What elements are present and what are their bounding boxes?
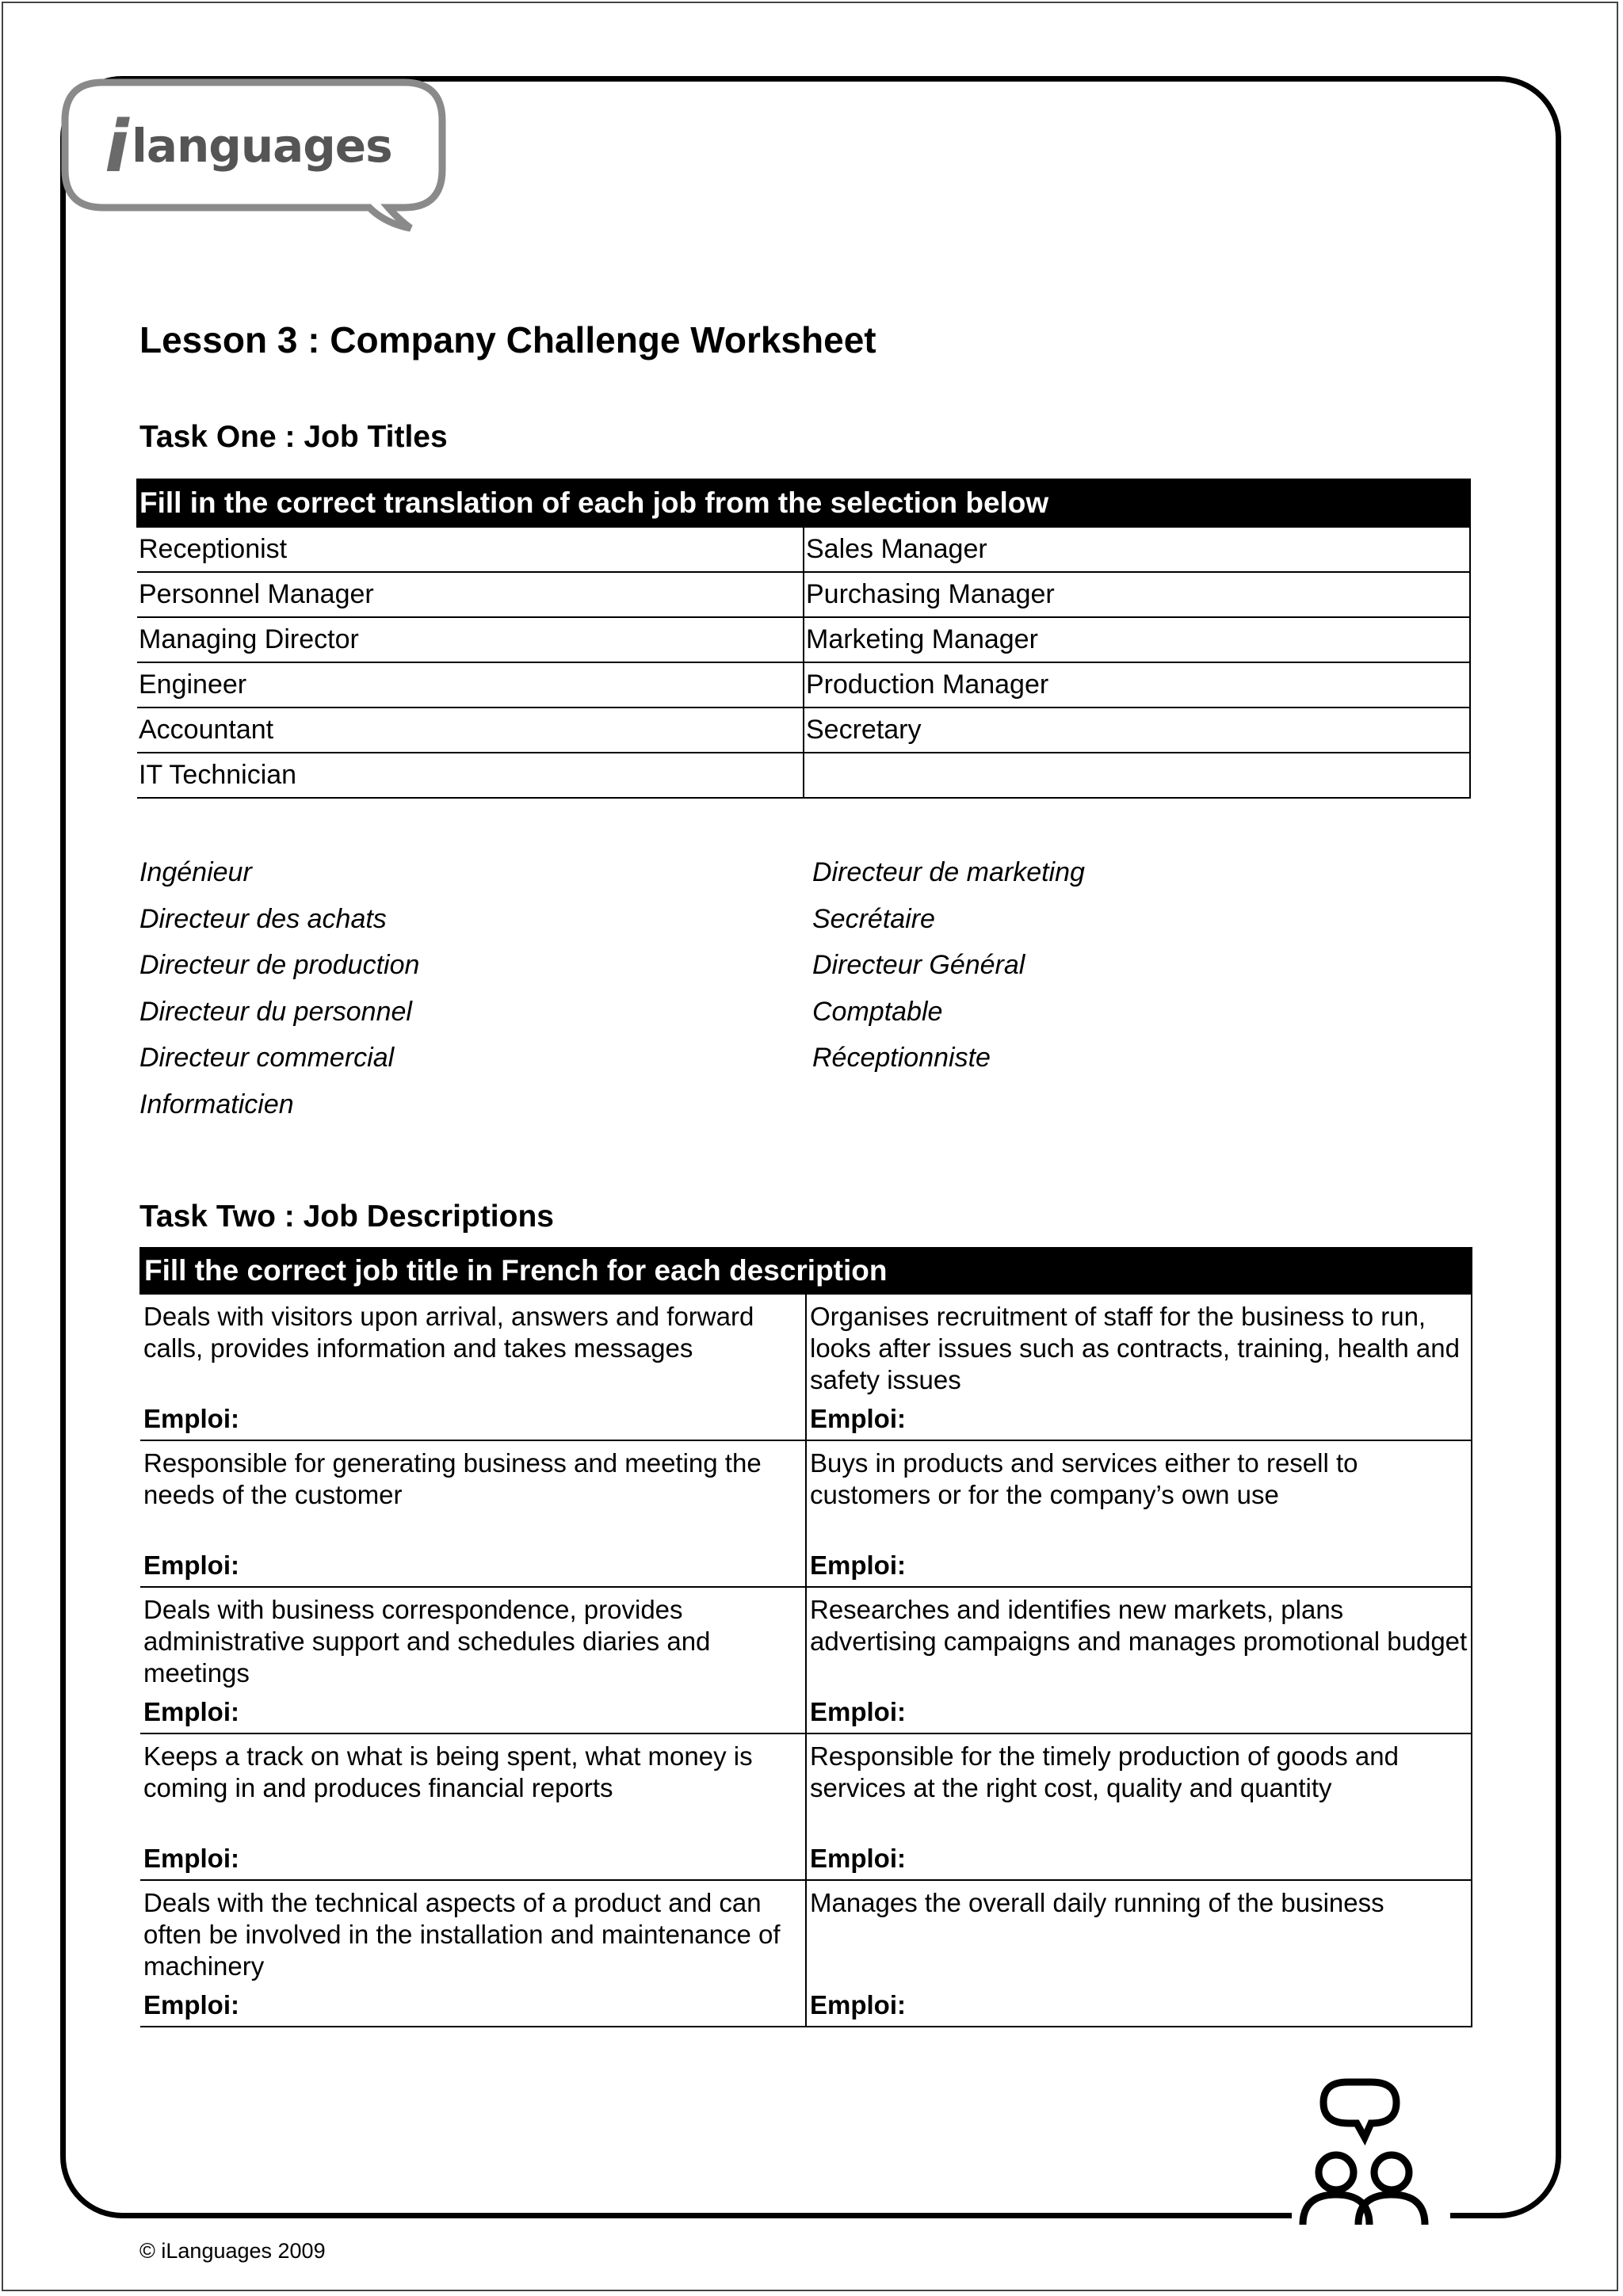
table-row bbox=[140, 1440, 1472, 1587]
emploi-label[interactable]: Emploi: bbox=[143, 1697, 239, 1726]
job-description-cell bbox=[806, 1880, 1472, 2027]
job-title-cell: Managing Director bbox=[137, 617, 804, 662]
french-job-option: Directeur de marketing bbox=[812, 857, 1085, 887]
emploi-label[interactable]: Emploi: bbox=[143, 1404, 239, 1433]
job-title-cell: Marketing Manager bbox=[804, 617, 1470, 662]
emploi-label[interactable]: Emploi: bbox=[810, 1697, 906, 1726]
job-description-cell bbox=[140, 1440, 806, 1587]
table-row bbox=[140, 1294, 1472, 1440]
job-description-text: Responsible for generating business and meeting the needs of the customer bbox=[143, 1448, 762, 1509]
job-description-cell bbox=[806, 1733, 1472, 1880]
emploi-label[interactable]: Emploi: bbox=[810, 1550, 906, 1580]
job-title-cell: Secretary bbox=[804, 707, 1470, 753]
table-row bbox=[137, 662, 1470, 707]
job-titles-table bbox=[136, 479, 1471, 799]
french-job-option: Directeur de production bbox=[139, 950, 420, 980]
job-description-text: Deals with the technical aspects of a product and can often be involved in the installation and maintenance of machinery bbox=[143, 1888, 781, 1981]
job-titles-instruction: Fill in the correct translation of each job from the selection below bbox=[137, 479, 1470, 527]
job-description-text: Manages the overall daily running of the business bbox=[810, 1888, 1384, 1917]
job-descriptions-instruction: Fill the correct job title in French for each description bbox=[140, 1248, 1472, 1294]
emploi-label[interactable]: Emploi: bbox=[143, 1844, 239, 1873]
job-description-cell bbox=[140, 1880, 806, 2027]
job-title-cell: Personnel Manager bbox=[137, 572, 804, 617]
emploi-label[interactable]: Emploi: bbox=[810, 1844, 906, 1873]
french-job-option: Directeur commercial bbox=[139, 1043, 395, 1073]
job-description-text: Deals with visitors upon arrival, answers and forward calls, provides information and takes messages bbox=[143, 1302, 754, 1363]
emploi-label[interactable]: Emploi: bbox=[810, 1990, 906, 2019]
french-job-option: Ingénieur bbox=[139, 857, 252, 887]
job-description-cell bbox=[140, 1733, 806, 1880]
job-title-cell: Production Manager bbox=[804, 662, 1470, 707]
french-job-option: Informaticien bbox=[139, 1089, 294, 1119]
table-row bbox=[137, 707, 1470, 753]
french-options-left bbox=[139, 849, 419, 1127]
table-row bbox=[137, 617, 1470, 662]
table-row bbox=[137, 572, 1470, 617]
job-title-cell: Receptionist bbox=[137, 527, 804, 572]
job-description-cell bbox=[806, 1587, 1472, 1733]
table-row bbox=[137, 753, 1470, 798]
job-description-cell bbox=[806, 1294, 1472, 1440]
french-job-option: Secrétaire bbox=[812, 903, 935, 934]
table-row bbox=[140, 1733, 1472, 1880]
job-title-cell: Purchasing Manager bbox=[804, 572, 1470, 617]
french-job-option: Réceptionniste bbox=[812, 1043, 991, 1073]
french-job-option: Comptable bbox=[812, 996, 943, 1027]
emploi-label[interactable]: Emploi: bbox=[810, 1404, 906, 1433]
job-title-cell: Sales Manager bbox=[804, 527, 1470, 572]
job-description-text: Researches and identifies new markets, plans advertising campaigns and manages promotional budget bbox=[810, 1595, 1468, 1656]
job-description-cell bbox=[140, 1587, 806, 1733]
french-job-option: Directeur des achats bbox=[139, 903, 387, 934]
job-title-cell: Accountant bbox=[137, 707, 804, 753]
job-description-text: Responsible for the timely production of goods and services at the right cost, quality and quantity bbox=[810, 1741, 1399, 1802]
job-title-cell: Engineer bbox=[137, 662, 804, 707]
logo-text: languages bbox=[132, 119, 392, 173]
svg-text:i: i bbox=[105, 105, 129, 189]
job-description-cell bbox=[140, 1294, 806, 1440]
job-description-text: Keeps a track on what is being spent, what money is coming in and produces financial reports bbox=[143, 1741, 753, 1802]
french-job-option: Directeur Général bbox=[812, 950, 1025, 980]
job-description-cell bbox=[806, 1440, 1472, 1587]
emploi-label[interactable]: Emploi: bbox=[143, 1550, 239, 1580]
ilanguages-logo bbox=[55, 76, 452, 235]
job-description-text: Organises recruitment of staff for the business to run, looks after issues such as contracts, training, health and safety issues bbox=[810, 1302, 1460, 1394]
table-row bbox=[137, 527, 1470, 572]
french-job-option: Directeur du personnel bbox=[139, 996, 412, 1027]
page-title: Lesson 3 : Company Challenge Worksheet bbox=[139, 319, 876, 360]
copyright-footer: © iLanguages 2009 bbox=[139, 2239, 326, 2263]
people-speech-icon bbox=[1292, 2076, 1450, 2226]
task-two-heading: Task Two : Job Descriptions bbox=[139, 1199, 554, 1234]
table-row bbox=[140, 1880, 1472, 2027]
job-title-cell bbox=[804, 753, 1470, 798]
job-title-cell: IT Technician bbox=[137, 753, 804, 798]
job-description-text: Buys in products and services either to resell to customers or for the company’s own use bbox=[810, 1448, 1358, 1509]
job-description-text: Deals with business correspondence, provides administrative support and schedules diaries and meetings bbox=[143, 1595, 711, 1688]
table-row bbox=[140, 1587, 1472, 1733]
job-descriptions-table bbox=[139, 1247, 1472, 2027]
task-one-heading: Task One : Job Titles bbox=[139, 420, 448, 454]
emploi-label[interactable]: Emploi: bbox=[143, 1990, 239, 2019]
french-options-right bbox=[812, 849, 1085, 1081]
